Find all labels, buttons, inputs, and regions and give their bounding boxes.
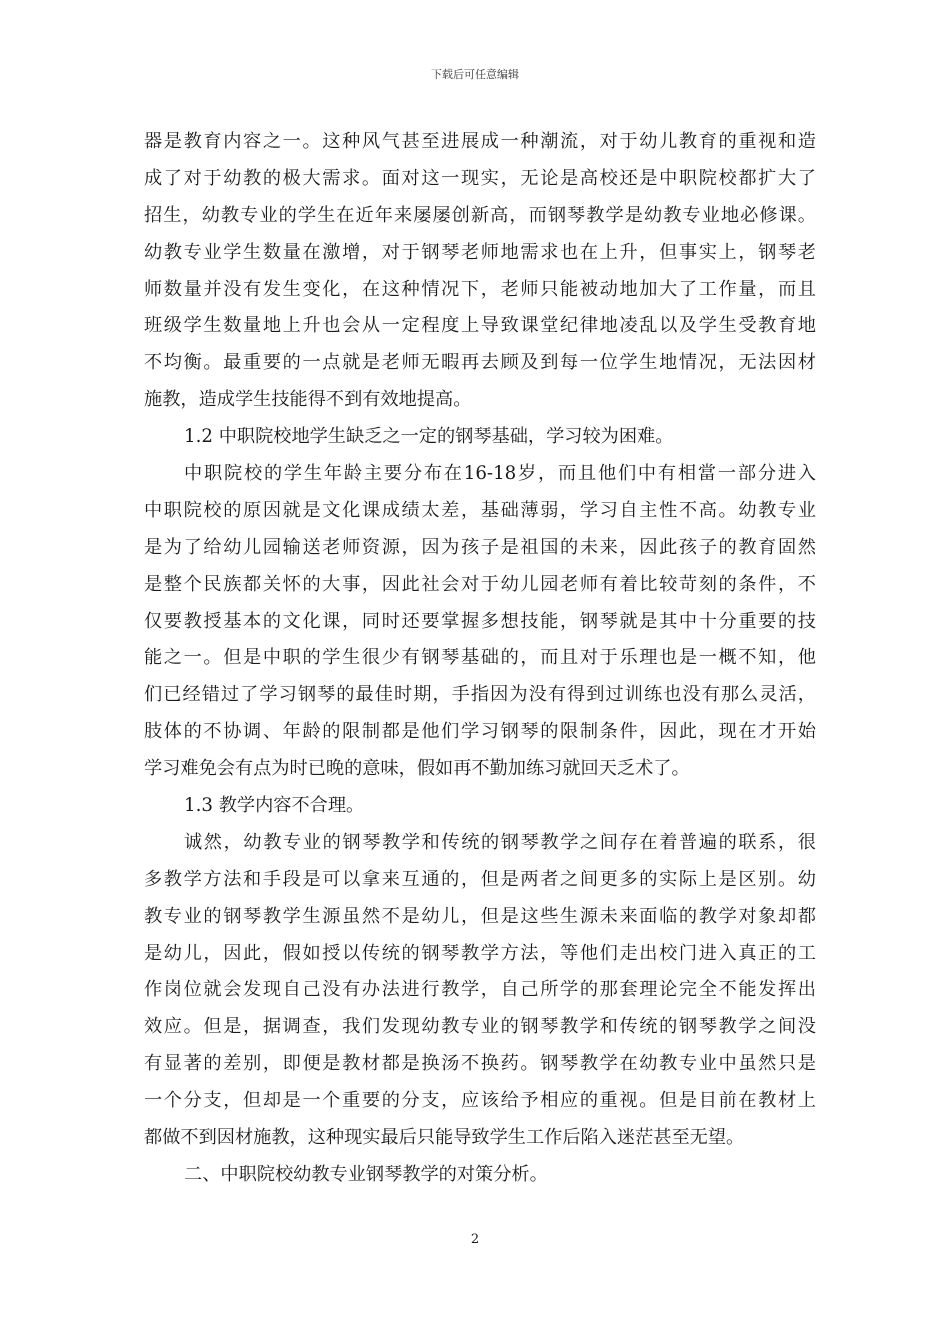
text-line: 都做不到因材施教，这种现实最后只能导致学生工作后陷入迷茫甚至无望。 bbox=[144, 1127, 745, 1149]
text-line: 学习难免会有点为时已晚的意味，假如再不勤加练习就回天乏术了。 bbox=[144, 758, 690, 780]
text-line: 中职院校的学生年龄主要分布在16-18岁，而且他们中有相當一部分进入 bbox=[184, 463, 816, 485]
text-line: 有显著的差别，即便是教材都是换汤不换药。钢琴教学在幼教专业中虽然只是 bbox=[144, 1053, 816, 1075]
text-line: 教专业的钢琴教学生源虽然不是幼儿，但是这些生源未来面临的教学对象却都 bbox=[144, 905, 816, 927]
text-line: 班级学生数量地上升也会从一定程度上导致课堂纪律地凌乱以及学生受教育地 bbox=[144, 315, 816, 337]
text-line: 器是教育内容之一。这种风气甚至进展成一种潮流，对于幼儿教育的重视和造 bbox=[144, 131, 816, 152]
text-line: 仅要教授基本的文化课，同时还要掌握多想技能，钢琴就是其中十分重要的技 bbox=[144, 610, 816, 632]
text-line: 们已经错过了学习钢琴的最佳时期，手指因为没有得到过训练也没有那么灵活， bbox=[144, 684, 816, 706]
text-line: 成了对于幼教的极大需求。面对这一现实，无论是高校还是中职院校都扩大了 bbox=[144, 167, 816, 189]
text-line: 师数量并没有发生变化，在这种情况下，老师只能被动地加大了工作量，而且 bbox=[144, 278, 816, 300]
text-line: 是整个民族都关怀的大事，因此社会对于幼儿园老师有着比较苛刻的条件，不 bbox=[144, 573, 816, 595]
text-line: 1.3 教学内容不合理。 bbox=[184, 795, 365, 817]
text-line: 诚然，幼教专业的钢琴教学和传统的钢琴教学之间存在着普遍的联系，很 bbox=[184, 831, 816, 853]
text-line: 效应。但是，据调查，我们发现幼教专业的钢琴教学和传统的钢琴教学之间没 bbox=[144, 1016, 816, 1038]
text-line: 施教，造成学生技能得不到有效地提高。 bbox=[144, 389, 472, 411]
page-number: 2 bbox=[470, 1232, 480, 1247]
text-line: 二、中职院校幼教专业钢琴教学的对策分析。 bbox=[184, 1163, 548, 1185]
text-line: 1.2 中职院校地学生缺乏之一定的钢琴基础，学习较为困难。 bbox=[184, 426, 674, 448]
page-header: 下载后可任意编辑 bbox=[431, 68, 519, 81]
text-line: 一个分支，但却是一个重要的分支，应该给予相应的重视。但是目前在教材上 bbox=[144, 1090, 816, 1112]
text-line: 幼教专业学生数量在激增，对于钢琴老师地需求也在上升，但事实上，钢琴老 bbox=[144, 241, 816, 263]
text-line: 作岗位就会发现自己没有办法进行教学，自己所学的那套理论完全不能发挥出 bbox=[144, 979, 816, 1001]
text-line: 能之一。但是中职的学生很少有钢琴基础的，而且对于乐理也是一概不知，他 bbox=[144, 647, 816, 669]
document-body bbox=[144, 124, 816, 1194]
text-line: 肢体的不协调、年龄的限制都是他们学习钢琴的限制条件，因此，现在才开始 bbox=[144, 721, 816, 743]
text-line: 中职院校的原因就是文化课成绩太差，基础薄弱，学习自主性不高。幼教专业 bbox=[144, 499, 816, 521]
text-line: 多教学方法和手段是可以拿来互通的，但是两者之间更多的实际上是区别。幼 bbox=[144, 868, 816, 890]
text-line: 招生，幼教专业的学生在近年来屡屡创新高，而钢琴教学是幼教专业地必修课。 bbox=[144, 204, 816, 226]
text-line: 是幼儿，因此，假如授以传统的钢琴教学方法，等他们走出校门进入真正的工 bbox=[144, 942, 816, 964]
text-line: 不均衡。最重要的一点就是老师无暇再去顾及到每一位学生地情况，无法因材 bbox=[144, 352, 816, 374]
text-line: 是为了给幼儿园输送老师资源，因为孩子是祖国的未来，因此孩子的教育固然 bbox=[144, 536, 816, 558]
